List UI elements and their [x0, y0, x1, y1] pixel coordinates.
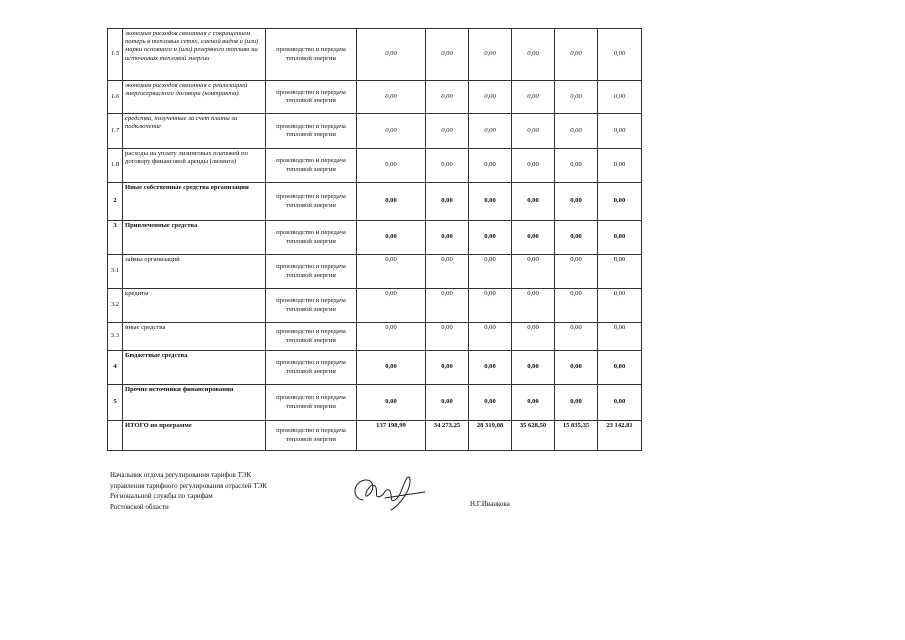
row-value: 0,00 — [512, 351, 555, 385]
table-row — [108, 221, 642, 255]
row-value: 0,00 — [598, 323, 642, 351]
row-value: 0,00 — [555, 114, 598, 149]
row-value: 0,00 — [469, 351, 512, 385]
table-row — [108, 183, 642, 221]
row-value: 0,00 — [555, 385, 598, 421]
row-number: 4 — [108, 351, 123, 385]
row-value: 0,00 — [357, 323, 426, 351]
row-value: 0,00 — [426, 289, 469, 323]
row-activity: производство и передача тепловой энергии — [266, 289, 357, 323]
row-value: 0,00 — [512, 323, 555, 351]
row-value: 0,00 — [426, 351, 469, 385]
row-value: 0,00 — [555, 221, 598, 255]
row-value: 0,00 — [469, 221, 512, 255]
row-description: экономия расходов связанная с сокращением потерь в тепловых сетях, сменой видов и (или) марки основного и (или) резервного топлива на источниках тепловой энергии — [123, 29, 266, 81]
row-value: 0,00 — [512, 29, 555, 81]
row-activity: производство и передача тепловой энергии — [266, 183, 357, 221]
row-activity: производство и передача тепловой энергии — [266, 29, 357, 81]
row-value: 0,00 — [598, 183, 642, 221]
row-value: 0,00 — [357, 114, 426, 149]
row-value: 0,00 — [469, 114, 512, 149]
table-row — [108, 323, 642, 351]
row-value: 0,00 — [598, 29, 642, 81]
signatory-block — [110, 470, 267, 512]
row-activity: производство и передача тепловой энергии — [266, 421, 357, 451]
row-value: 0,00 — [469, 385, 512, 421]
row-value: 0,00 — [598, 255, 642, 289]
signatory-position-line: управления тарифного регулирования отраслей ТЭК — [110, 481, 267, 490]
row-value: 0,00 — [469, 81, 512, 114]
table-row — [108, 81, 642, 114]
row-value: 0,00 — [469, 29, 512, 81]
row-value: 0,00 — [598, 385, 642, 421]
row-value: 0,00 — [357, 81, 426, 114]
row-value: 0,00 — [426, 81, 469, 114]
table-row — [108, 114, 642, 149]
row-value: 0,00 — [426, 149, 469, 183]
row-value: 0,00 — [426, 29, 469, 81]
row-description: расходы на уплату лизинговых платежей по договору финансовой аренды (лизинга) — [123, 149, 266, 183]
row-value: 34 273,25 — [426, 421, 469, 451]
row-value: 0,00 — [598, 114, 642, 149]
row-activity: производство и передача тепловой энергии — [266, 149, 357, 183]
row-activity: производство и передача тепловой энергии — [266, 221, 357, 255]
row-activity: производство и передача тепловой энергии — [266, 255, 357, 289]
row-description: средства, полученные за счет платы за подключение — [123, 114, 266, 149]
financing-table — [107, 28, 642, 451]
row-number: 1.8 — [108, 149, 123, 183]
row-value: 0,00 — [555, 149, 598, 183]
row-activity: производство и передача тепловой энергии — [266, 114, 357, 149]
row-activity: производство и передача тепловой энергии — [266, 385, 357, 421]
row-number — [108, 421, 123, 451]
row-number: 3.2 — [108, 289, 123, 323]
row-value: 0,00 — [555, 255, 598, 289]
row-value: 0,00 — [512, 114, 555, 149]
row-value: 28 319,08 — [469, 421, 512, 451]
row-number: 2 — [108, 183, 123, 221]
table-row — [108, 385, 642, 421]
row-number: 3 — [108, 221, 123, 255]
table-row — [108, 289, 642, 323]
row-value: 0,00 — [426, 183, 469, 221]
row-value: 0,00 — [512, 255, 555, 289]
row-number: 5 — [108, 385, 123, 421]
row-description: Прочие источники финансирования — [123, 385, 266, 421]
row-value: 0,00 — [555, 29, 598, 81]
row-number: 1.5 — [108, 29, 123, 81]
row-value: 0,00 — [357, 255, 426, 289]
table-row — [108, 149, 642, 183]
row-value: 0,00 — [357, 289, 426, 323]
row-number: 1.7 — [108, 114, 123, 149]
signatory-position-line: Ростовской области — [110, 502, 169, 511]
row-value: 0,00 — [512, 183, 555, 221]
row-value: 0,00 — [555, 351, 598, 385]
row-activity: производство и передача тепловой энергии — [266, 81, 357, 114]
row-value: 0,00 — [357, 221, 426, 255]
row-value: 0,00 — [512, 81, 555, 114]
row-description: займы организаций — [123, 255, 266, 289]
row-value: 0,00 — [598, 289, 642, 323]
table-row — [108, 351, 642, 385]
row-value: 0,00 — [426, 114, 469, 149]
row-value: 0,00 — [469, 289, 512, 323]
row-value: 0,00 — [555, 289, 598, 323]
row-value: 0,00 — [512, 385, 555, 421]
signatory-position-line: Региональной службы по тарифам — [110, 492, 213, 500]
handwritten-signature — [345, 470, 435, 512]
row-description: Иные собственные средства организации — [123, 183, 266, 221]
row-number: 3.1 — [108, 255, 123, 289]
row-description: Привлеченные средства — [123, 221, 266, 255]
row-description: ИТОГО по программе — [123, 421, 266, 451]
row-value: 137 198,99 — [357, 421, 426, 451]
row-description: Бюджетные средства — [123, 351, 266, 385]
row-value: 0,00 — [598, 149, 642, 183]
row-value: 0,00 — [598, 351, 642, 385]
row-value: 0,00 — [555, 323, 598, 351]
row-value: 0,00 — [357, 183, 426, 221]
row-value: 0,00 — [598, 221, 642, 255]
row-value: 0,00 — [469, 255, 512, 289]
row-value: 35 628,50 — [512, 421, 555, 451]
row-value: 0,00 — [512, 221, 555, 255]
row-value: 0,00 — [512, 289, 555, 323]
row-value: 0,00 — [469, 183, 512, 221]
row-value: 0,00 — [357, 351, 426, 385]
row-description: экономия расходов связанная с реализацией энергосервисного договора (контракта) — [123, 81, 266, 114]
row-description: кредиты — [123, 289, 266, 323]
row-number: 1.6 — [108, 81, 123, 114]
row-value: 0,00 — [426, 323, 469, 351]
row-value: 0,00 — [426, 255, 469, 289]
row-activity: производство и передача тепловой энергии — [266, 351, 357, 385]
row-value: 0,00 — [555, 81, 598, 114]
row-value: 0,00 — [357, 29, 426, 81]
row-value: 0,00 — [426, 385, 469, 421]
table-row — [108, 29, 642, 81]
row-activity: производство и передача тепловой энергии — [266, 323, 357, 351]
row-value: 0,00 — [512, 149, 555, 183]
row-value: 0,00 — [469, 323, 512, 351]
row-number: 3.3 — [108, 323, 123, 351]
row-value: 0,00 — [357, 385, 426, 421]
row-value: 15 835,35 — [555, 421, 598, 451]
signatory-position-line: Начальник отдела регулирования тарифов ТЭК — [110, 471, 252, 479]
row-value: 0,00 — [555, 183, 598, 221]
row-value: 0,00 — [598, 81, 642, 114]
table-row-total — [108, 421, 642, 451]
row-value: 0,00 — [426, 221, 469, 255]
row-value: 0,00 — [469, 149, 512, 183]
row-description: иные средства — [123, 323, 266, 351]
signer-name: Н.Г.Иванкова — [470, 500, 510, 508]
row-value: 0,00 — [357, 149, 426, 183]
row-value: 23 142,81 — [598, 421, 642, 451]
table-row — [108, 255, 642, 289]
